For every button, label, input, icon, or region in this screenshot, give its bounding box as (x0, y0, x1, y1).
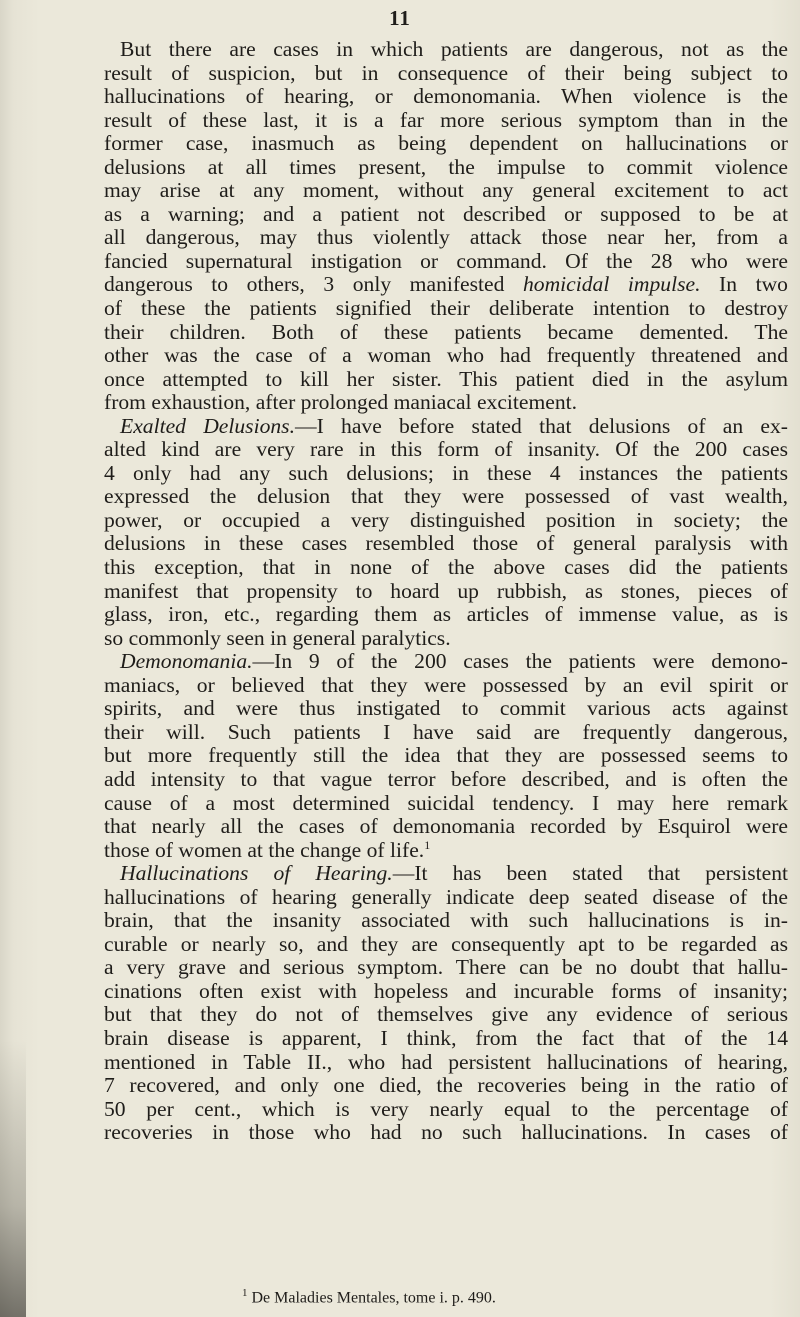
text-line: fancied supernatural instigation or command. Of the 28 who were (104, 248, 788, 273)
text-line: 7 recovered, and only one died, the recoveries being in the ratio of (104, 1073, 788, 1098)
text-line: hallucinations of hearing generally indicate deep seated disease of the (104, 884, 788, 909)
binding-shadow (0, 1040, 26, 1317)
text-segment: —In 9 of the 200 cases the patients were demono- (252, 649, 788, 674)
body-text (104, 38, 788, 1145)
page-number: 11 (389, 6, 411, 30)
text-segment: dangerous to others, 3 only manifested (104, 272, 505, 297)
text-segment: those of women at the change of life. (104, 837, 425, 862)
text-line: that nearly all the cases of demonomania recorded by Esquirol were (104, 814, 788, 839)
footnote-reference[interactable]: 1 (424, 837, 431, 852)
text-line: add intensity to that vague terror before described, and is often the (104, 766, 788, 791)
text-line: of these the patients signified their deliberate intention to destroy (104, 296, 788, 321)
text-line-mixed (104, 839, 788, 863)
text-line: mentioned in Table II., who had persistent hallucinations of hearing, (104, 1049, 788, 1074)
text-line: maniacs, or believed that they were possessed by an evil spirit or (104, 672, 788, 697)
text-line: 4 only had any such delusions; in these 4 instances the patients (104, 460, 788, 485)
text-line: alted kind are very rare in this form of insanity. Of the 200 cases (104, 437, 788, 462)
text-line: hallucinations of hearing, or demonomania. When violence is the (104, 84, 788, 109)
text-line: as a warning; and a patient not described or supposed to be at (104, 201, 788, 226)
section-heading-hallucinations-of-hearing: Hallucinations of Hearing. (120, 861, 393, 886)
text-line: but that they do not of themselves give any evidence of serious (104, 1002, 788, 1027)
text-line: delusions at all times present, the impulse to commit violence (104, 154, 788, 179)
text-line: brain, that the insanity associated with such hallucinations is in- (104, 908, 788, 933)
text-line: but more frequently still the idea that they are possessed seems to (104, 743, 788, 768)
text-line: curable or nearly so, and they are consequently apt to be regarded as (104, 931, 788, 956)
text-line: 50 per cent., which is very nearly equal to the percentage of (104, 1096, 788, 1121)
footnote-text: De Maladies Mentales, tome i. p. 490. (251, 1289, 496, 1307)
text-line-mixed (104, 650, 788, 674)
text-line: other was the case of a woman who had frequently threatened and (104, 343, 788, 368)
text-line: former case, inasmuch as being dependent on hallucinations or (104, 131, 788, 156)
text-line: this exception, that in none of the above cases did the patients (104, 555, 788, 580)
text-segment: In two (719, 272, 788, 297)
text-line: cinations often exist with hopeless and incurable forms of insanity; (104, 978, 788, 1003)
footnote (242, 1287, 496, 1307)
text-line: result of suspicion, but in consequence of their being subject to (104, 60, 788, 85)
text-line: their will. Such patients I have said are frequently dangerous, (104, 719, 788, 744)
text-line: from exhaustion, after prolonged maniacal excitement. (104, 390, 578, 415)
text-line: brain disease is apparent, I think, from the fact that of the 14 (104, 1025, 788, 1050)
text-segment: —It has been stated that persistent (392, 861, 788, 886)
emphasis-homicidal-impulse: homicidal impulse. (522, 272, 701, 297)
text-line: power, or occupied a very distinguished position in society; the (104, 507, 788, 532)
text-line: result of these last, it is a far more serious symptom than in the (104, 107, 788, 132)
text-line: all dangerous, may thus violently attack those near her, from a (104, 225, 788, 250)
section-heading-demonomania: Demonomania. (120, 649, 253, 674)
text-line-mixed (104, 273, 788, 297)
text-line: expressed the delusion that they were possessed of vast wealth, (104, 484, 788, 509)
text-line-mixed (104, 862, 788, 886)
footnote-marker: 1 (242, 1287, 248, 1299)
text-line: once attempted to kill her sister. This patient died in the asylum (104, 366, 788, 391)
text-line: But there are cases in which patients are dangerous, not as the (120, 37, 788, 61)
text-line: spirits, and were thus instigated to commit various acts against (104, 696, 788, 721)
section-heading-exalted-delusions: Exalted Delusions. (120, 413, 295, 438)
text-line: their children. Both of these patients became demented. The (104, 319, 788, 344)
text-line: cause of a most determined suicidal tendency. I may here remark (104, 790, 788, 815)
text-line: glass, iron, etc., regarding them as articles of immense value, as is (104, 602, 788, 627)
text-line: delusions in these cases resembled those of general paralysis with (104, 531, 788, 556)
text-line: so commonly seen in general paralytics. (104, 625, 451, 650)
text-line: may arise at any moment, without any general excitement to act (104, 178, 788, 203)
text-line: recoveries in those who had no such hallucinations. In cases of (104, 1120, 788, 1145)
text-segment: —I have before stated that delusions of an ex- (294, 413, 788, 438)
text-line-mixed (104, 415, 788, 439)
text-line: manifest that propensity to hoard up rubbish, as stones, pieces of (104, 578, 788, 603)
text-line: a very grave and serious symptom. There can be no doubt that hallu- (104, 955, 788, 980)
